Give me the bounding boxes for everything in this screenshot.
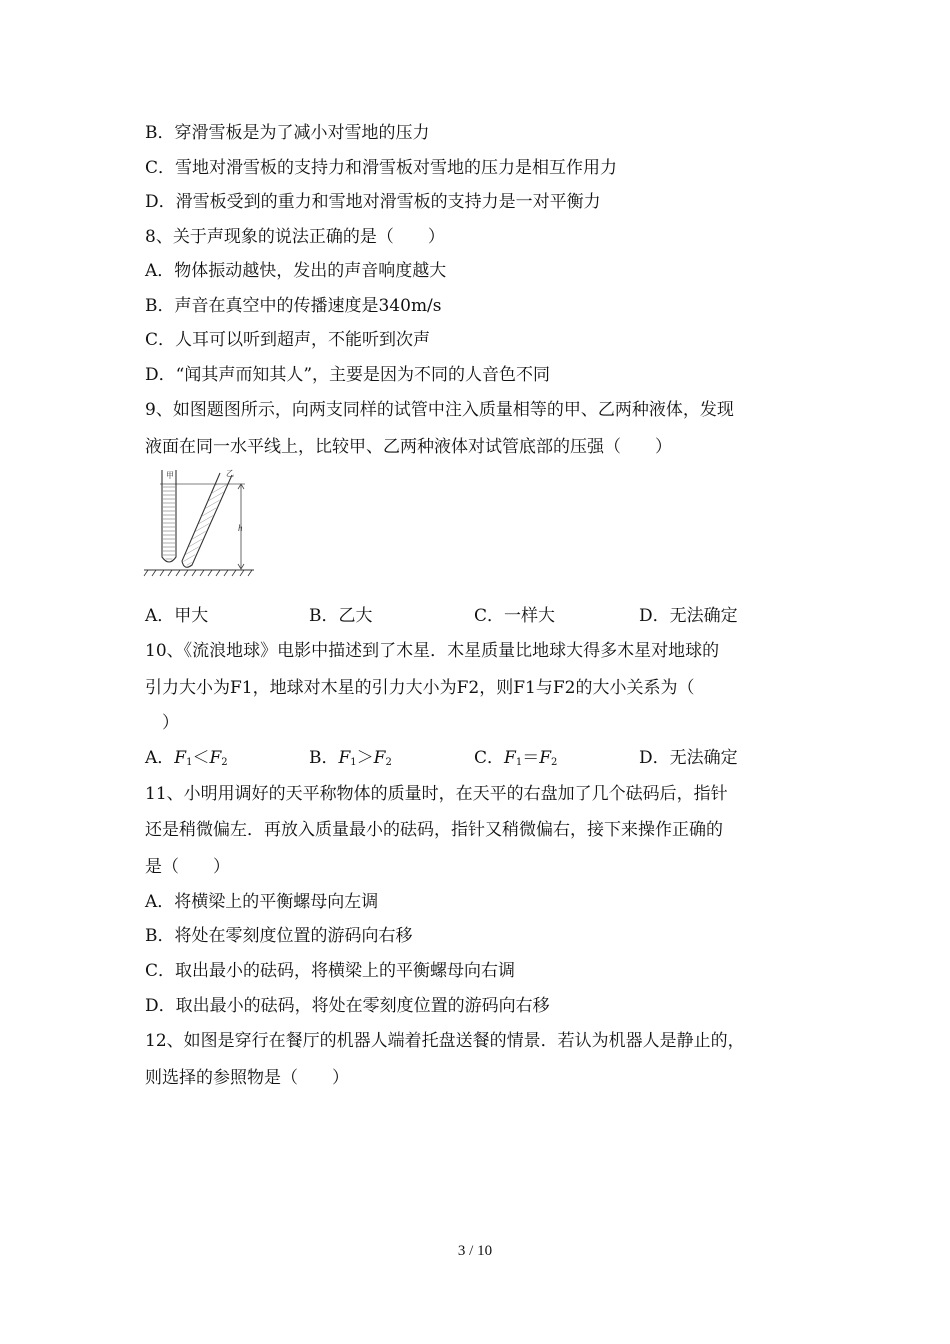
question-10-line-2: 引力大小为F1，地球对木星的引力大小为F2，则F1与F2的大小关系为（ xyxy=(145,678,695,698)
question-10-line-3: ） xyxy=(145,713,179,733)
label-jia: 甲 xyxy=(166,471,174,480)
question-12-line-2: 则选择的参照物是（ ） xyxy=(145,1068,349,1088)
q9-option-a: A．甲大 xyxy=(145,606,209,626)
q9-option-d: D．无法确定 xyxy=(639,606,738,626)
option-b-prev: B．穿滑雪板是为了减小对雪地的压力 xyxy=(145,123,430,143)
question-11-line-3: 是（ ） xyxy=(145,857,230,877)
question-12-line-1: 12、如图是穿行在餐厅的机器人端着托盘送餐的情景．若认为机器人是静止的， xyxy=(145,1031,745,1051)
q11-option-c: C．取出最小的砝码，将横梁上的平衡螺母向右调 xyxy=(145,961,516,981)
question-9-line-1: 9、如图题图所示，向两支同样的试管中注入质量相等的甲、乙两种液体，发现 xyxy=(145,400,734,420)
option-d-prev: D．滑雪板受到的重力和雪地对滑雪板的支持力是一对平衡力 xyxy=(145,192,601,212)
question-10-line-1: 10、《流浪地球》电影中描述到了木星．木星质量比地球大得多木星对地球的 xyxy=(145,641,720,661)
q8-option-d: D．“闻其声而知其人”，主要是因为不同的人音色不同 xyxy=(145,365,551,385)
question-11-line-2: 还是稍微偏左．再放入质量最小的砝码，指针又稍微偏右，接下来操作正确的 xyxy=(145,820,723,840)
q11-option-d: D．取出最小的砝码，将处在零刻度位置的游码向右移 xyxy=(145,996,550,1016)
option-c-prev: C．雪地对滑雪板的支持力和滑雪板对雪地的压力是相互作用力 xyxy=(145,158,618,178)
label-h: h xyxy=(238,523,243,533)
q11-option-a: A．将横梁上的平衡螺母向左调 xyxy=(145,892,379,912)
q10-option-b: B．$F_1>F_2$ xyxy=(309,748,392,768)
test-tubes-figure xyxy=(140,465,258,577)
q10-option-d: D．无法确定 xyxy=(639,748,738,768)
q10-option-a: A．$F_1<F_2$ xyxy=(145,748,228,768)
q8-option-b: B．声音在真空中的传播速度是340m/s xyxy=(145,296,442,316)
question-9-line-2: 液面在同一水平线上，比较甲、乙两种液体对试管底部的压强（ ） xyxy=(145,437,672,457)
q8-option-a: A．物体振动越快，发出的声音响度越大 xyxy=(145,261,447,281)
page-number: 3 / 10 xyxy=(457,1243,493,1259)
q11-option-b: B．将处在零刻度位置的游码向右移 xyxy=(145,926,413,946)
label-yi: 乙 xyxy=(226,469,234,478)
question-8: 8、关于声现象的说法正确的是（ ） xyxy=(145,227,445,247)
q8-option-c: C．人耳可以听到超声，不能听到次声 xyxy=(145,330,431,350)
question-11-line-1: 11、小明用调好的天平称物体的质量时，在天平的右盘加了几个砝码后，指针 xyxy=(145,784,728,804)
q9-option-c: C．一样大 xyxy=(474,606,556,626)
q10-option-c: C．$F_1=F_2$ xyxy=(474,748,558,768)
q9-option-b: B．乙大 xyxy=(309,606,373,626)
